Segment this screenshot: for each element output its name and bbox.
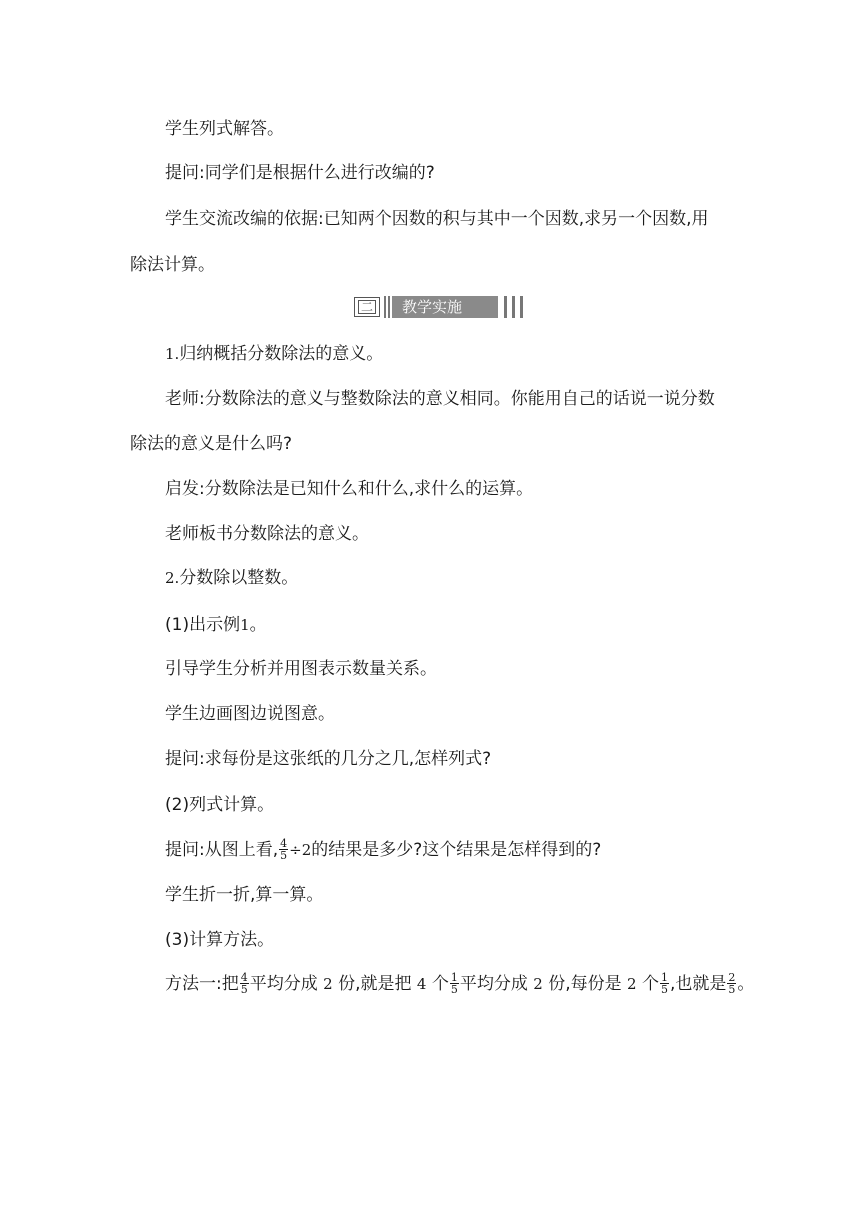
- paragraph-blackboard: 老师板书分数除法的意义。: [165, 524, 369, 544]
- section-header-banner: [354, 295, 552, 319]
- paragraph-question-each-part: 提问:求每份是这张纸的几分之几,怎样列式?: [165, 749, 492, 769]
- paragraph-exchange-basis: 学生交流改编的依据:已知两个因数的积与其中一个因数,求另一个因数,用: [165, 209, 709, 229]
- paragraph-teacher-meaning-cont: 除法的意义是什么吗?: [130, 434, 293, 454]
- paragraph-fold: 学生折一折,算一算。: [165, 885, 324, 905]
- paragraph-guide-analysis: 引导学生分析并用图表示数量关系。: [165, 659, 437, 679]
- fraction-four-fifths: $\frac{4}{5}$: [240, 970, 248, 996]
- step-2-calculation: (2)列式计算。: [165, 795, 275, 815]
- paragraph-draw-explain: 学生边画图边说图意。: [165, 704, 335, 724]
- section-title: 教学实施: [392, 296, 498, 318]
- item-1-heading: 1.归纳概括分数除法的意义。: [165, 344, 384, 364]
- paragraph-method-one: 方法一:把 $\frac{4}{5}$ 平均分成 2 份,就是把 4 个 $\frac{1}{5}$ 平均分成 2 份,每份是 2 个 $\frac{1}{5}$ ,也就是 $\frac{2}{5}$ 。: [165, 970, 755, 996]
- paragraph-student-answer: 学生列式解答。: [165, 119, 284, 139]
- step-1-example: (1)出示例1。: [165, 615, 267, 635]
- item-2-heading: 2.分数除以整数。: [165, 568, 299, 588]
- paragraph-teacher-meaning: 老师:分数除法的意义与整数除法的意义相同。你能用自己的话说一说分数: [165, 389, 715, 409]
- paragraph-question-basis: 提问:同学们是根据什么进行改编的?: [165, 163, 435, 183]
- paragraph-question-result: 提问:从图上看, $\frac{4}{5}$ ÷2的结果是多少?这个结果是怎样得到的?: [165, 836, 602, 862]
- paragraph-exchange-basis-cont: 除法计算。: [130, 255, 215, 275]
- step-3-method: (3)计算方法。: [165, 930, 275, 950]
- banner-bars-right: [504, 296, 528, 318]
- paragraph-inspire: 启发:分数除法是已知什么和什么,求什么的运算。: [165, 479, 534, 499]
- section-number-icon: 二: [354, 297, 380, 317]
- fraction-one-fifth: $\frac{1}{5}$: [660, 970, 668, 996]
- fraction-one-fifth: $\frac{1}{5}$: [450, 970, 458, 996]
- fraction-two-fifths: $\frac{2}{5}$: [728, 970, 736, 996]
- banner-bars-left: [384, 296, 392, 318]
- fraction-four-fifths: $\frac{4}{5}$: [280, 836, 288, 862]
